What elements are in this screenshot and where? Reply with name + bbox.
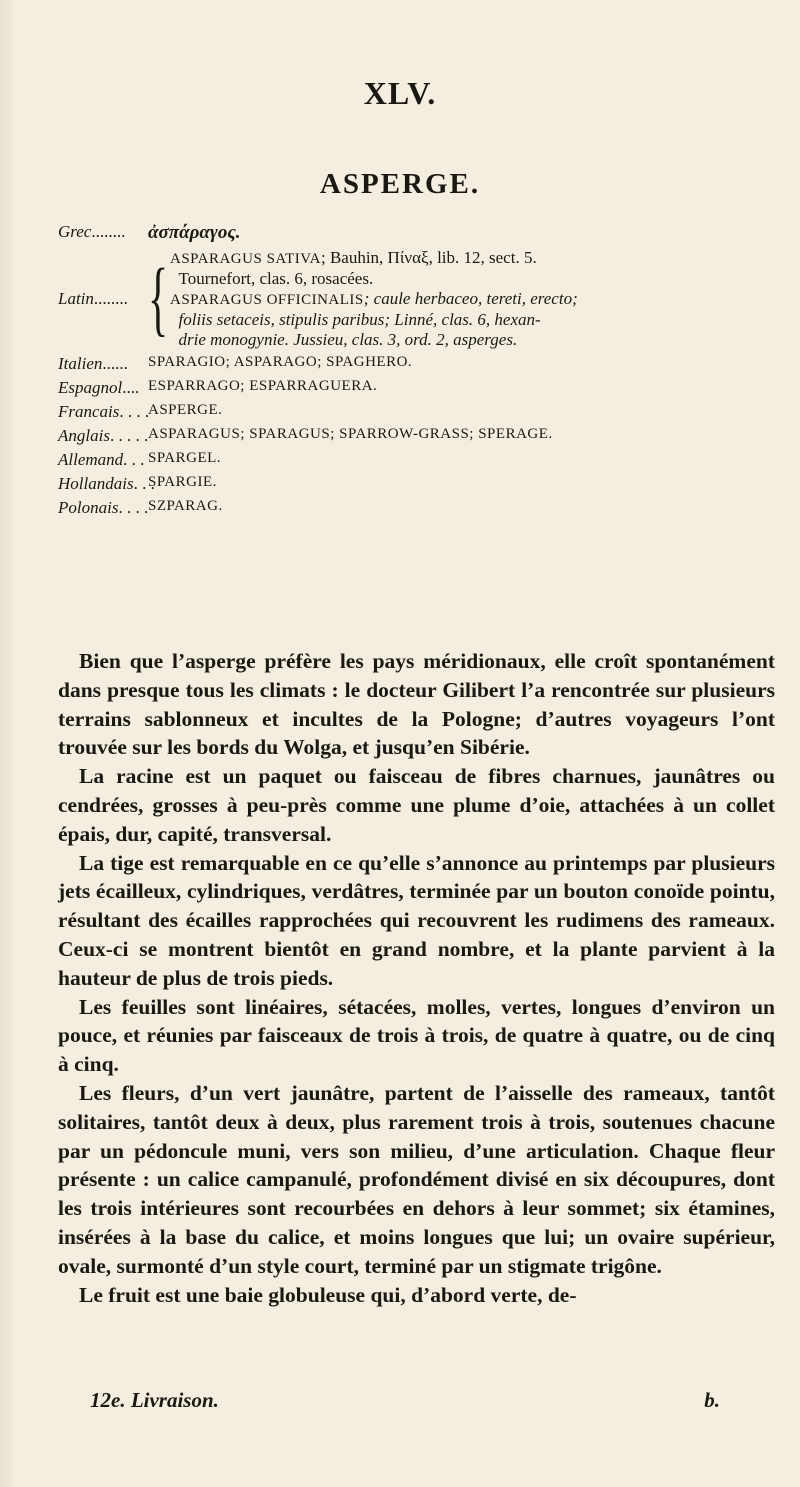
name-row-italien: [58, 354, 778, 374]
page-number: XLV.: [363, 75, 437, 111]
name-row-grec: [58, 222, 778, 244]
latin-line: ASPARAGUS SATIVA; Bauhin, Πίναξ, lib. 12, sect. 5.: [170, 248, 537, 267]
language-label: Espagnol....: [58, 378, 140, 397]
language-label: Francais. . . .: [58, 402, 150, 421]
description-text: [58, 647, 775, 1309]
name-row-hollandais: [58, 474, 778, 494]
page-footer: [90, 1388, 720, 1413]
language-label: Polonais. . . .: [58, 498, 149, 517]
latin-line: Tournefort, clas. 6, rosacées.: [178, 269, 374, 288]
name-row-francais: [58, 402, 778, 422]
language-label: Grec........: [58, 222, 126, 241]
latin-line: drie monogynie. Jussieu, clas. 3, ord. 2, asperges.: [178, 330, 518, 349]
signature-mark: b.: [704, 1388, 720, 1412]
latin-names: [170, 248, 778, 350]
name-value: ESPARRAGO; ESPARRAGUERA.: [148, 378, 378, 394]
paragraph-habitat: Bien que l’asperge préfère les pays méridionaux, elle croît spontanément dans presque tous les climats : le docteur Gilibert l’a rencontrée sur plusieurs terrains sablonneux et incultes de la Pologne; d’autres voyageurs l’ont trouvée sur les bords du Wolga, et jusqu’en Sibérie.: [58, 649, 775, 760]
language-label: Italien......: [58, 354, 128, 373]
latin-line: foliis setaceis, stipulis paribus; Linné, clas. 6, hexan-: [178, 310, 541, 329]
name-value: ἀσπάραγος.: [148, 222, 241, 243]
name-value: ASPERGE.: [148, 402, 223, 418]
book-spine-shadow: [0, 0, 14, 1487]
name-value: SPARGEL.: [148, 450, 222, 466]
livraison-label: 12e. Livraison.: [90, 1388, 219, 1412]
name-row-espagnol: [58, 378, 778, 398]
name-row-latin: [58, 248, 778, 350]
language-label: Allemand. . .: [58, 450, 145, 469]
name-value: SZPARAG.: [148, 498, 223, 514]
paragraph-feuilles: Les feuilles sont linéaires, sétacées, molles, vertes, longues d’environ un pouce, et réunies par faisceaux de trois à trois, de quatre à quatre, ou de cinq à cinq.: [58, 994, 775, 1077]
name-row-anglais: [58, 426, 778, 446]
paragraph-fruit: Le fruit est une baie globuleuse qui, d’abord verte, de-: [79, 1282, 577, 1307]
language-label: Anglais. . . . .: [58, 426, 149, 445]
plant-title: ASPERGE.: [319, 168, 481, 200]
name-value: SPARAGIO; ASPARAGO; SPAGHERO.: [148, 354, 413, 370]
language-label: Hollandais. . .: [58, 474, 155, 493]
brace-glyph: {: [148, 252, 169, 345]
latin-line: ASPARAGUS OFFICINALIS; caule herbaceo, tereti, erecto;: [170, 289, 578, 308]
vernacular-names-table: [58, 222, 778, 522]
name-row-allemand: [58, 450, 778, 470]
paragraph-tige: La tige est remarquable en ce qu’elle s’annonce au printemps par plusieurs jets écailleux, cylindriques, verdâtres, terminée par un bouton conoïde pointu, résultant des écailles rapprochées qui recouvrent les rudimens des rameaux. Ceux-ci se montrent bientôt en grand nombre, et la plante parvient à la hauteur de plus de trois pieds.: [58, 850, 775, 990]
paragraph-racine: La racine est un paquet ou faisceau de fibres charnues, jaunâtres ou cendrées, grosses à peu-près comme une plume d’oie, attachées à un collet épais, dur, capité, transversal.: [58, 764, 775, 846]
language-label: Latin........: [58, 289, 128, 308]
name-value: SPARGIE.: [148, 474, 217, 490]
paragraph-fleurs: Les fleurs, d’un vert jaunâtre, partent de l’aisselle des rameaux, tantôt solitaires, tantôt deux à deux, plus rarement trois à trois, soutenues chacune par un pédoncule muni, vers son milieu, d’une articulation. Chaque fleur présente : un calice campanulé, profondément divisé en six découpures, dont les trois intérieures sont recourbées en dehors à leur sommet; six étamines, insérées à la base du calice, et moins longues que lui; un ovaire supérieur, ovale, surmonté d’un style court, terminé par un stigmate trigône.: [58, 1080, 775, 1278]
name-row-polonais: [58, 498, 778, 518]
name-value: ASPARAGUS; SPARAGUS; SPARROW-GRASS; SPERAGE.: [148, 426, 553, 442]
